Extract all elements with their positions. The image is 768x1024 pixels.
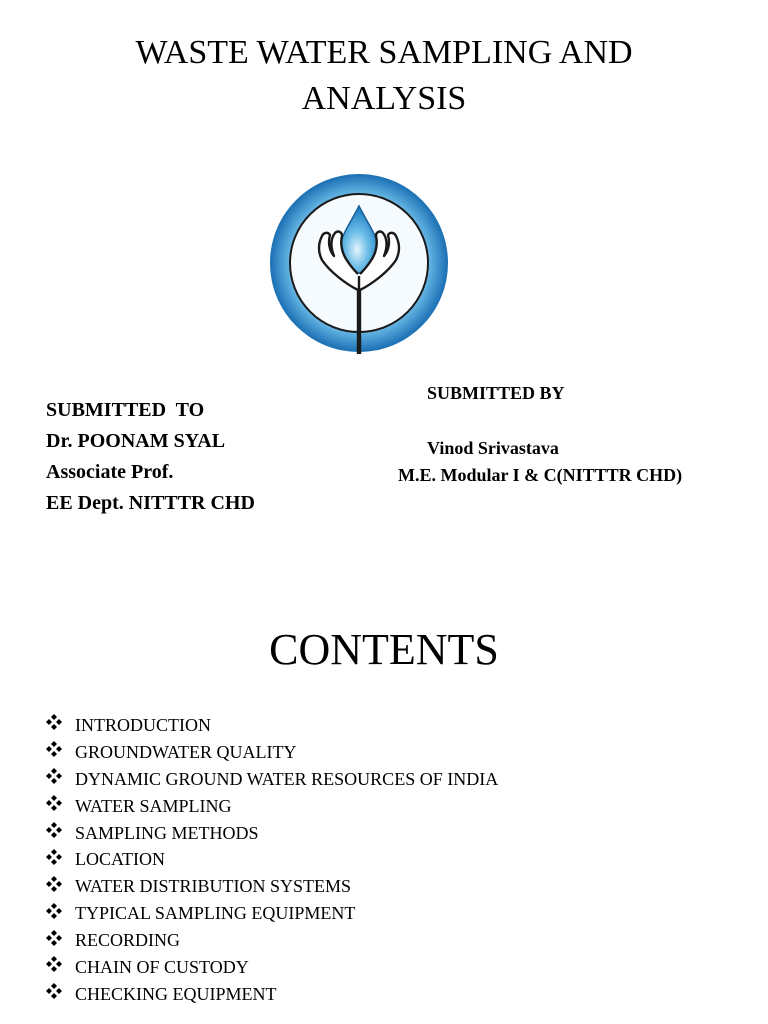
document-title [0, 30, 768, 122]
list-item-label: RECORDING [75, 930, 181, 951]
list-item-label: TYPICAL SAMPLING EQUIPMENT [75, 903, 356, 924]
diamond-bullet-icon [46, 849, 62, 865]
supervisor-designation: Associate Prof. [46, 461, 174, 483]
list-item [46, 900, 498, 927]
contents-list [46, 712, 498, 1008]
submitted-by-heading: SUBMITTED BY [427, 383, 565, 403]
contents-heading: CONTENTS [269, 625, 499, 674]
water-drop-hands-icon [268, 172, 450, 354]
diamond-bullet-icon [46, 876, 62, 892]
title-line-1: WASTE WATER SAMPLING AND [135, 34, 633, 71]
diamond-bullet-icon [46, 903, 62, 919]
diamond-bullet-icon [46, 983, 62, 999]
list-item-label: WATER DISTRIBUTION SYSTEMS [75, 876, 352, 897]
diamond-bullet-icon [46, 768, 62, 784]
diamond-bullet-icon [46, 741, 62, 757]
list-item [46, 820, 498, 847]
diamond-bullet-icon [46, 714, 62, 730]
diamond-bullet-icon [46, 956, 62, 972]
diamond-bullet-icon [46, 822, 62, 838]
list-item-label: GROUNDWATER QUALITY [75, 741, 297, 762]
supervisor-name: Dr. POONAM SYAL [46, 430, 226, 452]
list-item [46, 712, 498, 739]
list-item-label: CHAIN OF CUSTODY [75, 957, 249, 978]
list-item [46, 846, 498, 873]
submitted-to-block [46, 395, 255, 519]
list-item-label: LOCATION [75, 849, 165, 870]
supervisor-department: EE Dept. NITTTR CHD [46, 492, 255, 514]
author-name: Vinod Srivastava [427, 438, 559, 458]
title-line-2: ANALYSIS [301, 80, 467, 117]
list-item-label: DYNAMIC GROUND WATER RESOURCES OF INDIA [75, 768, 499, 789]
list-item-label: SAMPLING METHODS [75, 822, 259, 843]
list-item-label: INTRODUCTION [75, 715, 211, 735]
author-course: M.E. Modular I & C(NITTTR CHD) [398, 465, 683, 485]
list-item-label: WATER SAMPLING [75, 795, 232, 816]
list-item [46, 927, 498, 954]
list-item [46, 873, 498, 900]
list-item [46, 739, 498, 766]
list-item [46, 793, 498, 820]
list-item [46, 766, 498, 793]
diamond-bullet-icon [46, 930, 62, 946]
list-item [46, 981, 498, 1008]
list-item-label: CHECKING EQUIPMENT [75, 983, 277, 1004]
list-item [46, 954, 498, 981]
submitted-to-heading: SUBMITTED TO [46, 399, 205, 421]
diamond-bullet-icon [46, 795, 62, 811]
